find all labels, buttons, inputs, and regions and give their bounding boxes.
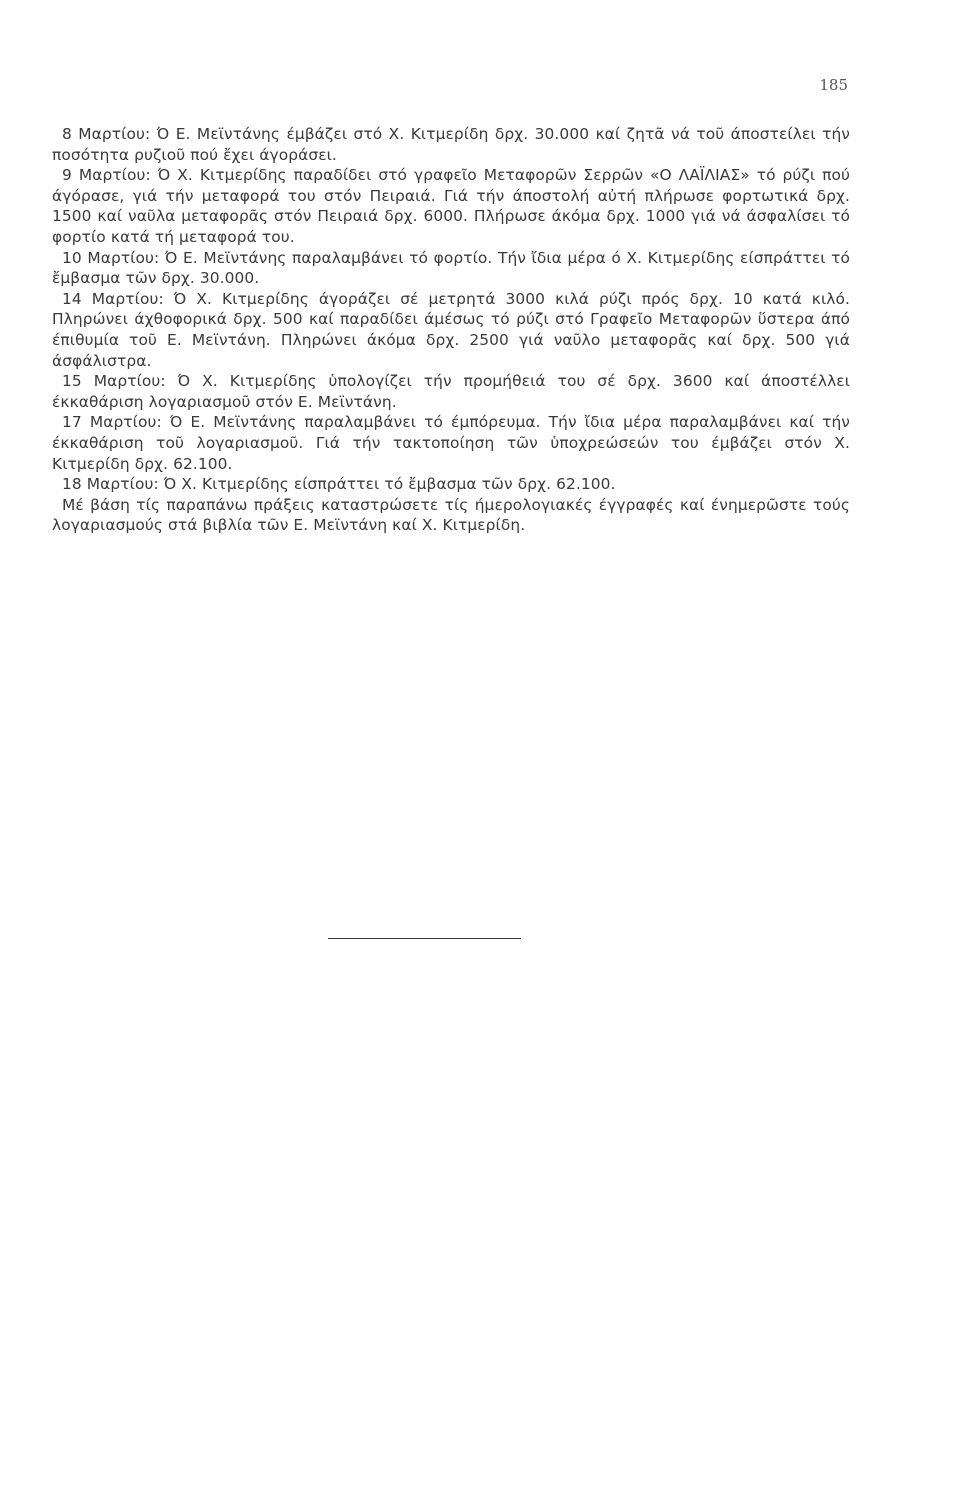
section-divider <box>328 938 521 939</box>
paragraph-march-8: 8 Μαρτίου: Ό Ε. Μεϊντάνης έμβάζει στό Χ. Κιτμερίδη δρχ. 30.000 καί ζητᾶ νά τοῦ άποστείλει τήν ποσότητα ρυζιοῦ πού ἔχει άγοράσει. <box>52 125 850 164</box>
paragraph-march-15: 15 Μαρτίου: Ό Χ. Κιτμερίδης ὑπολογίζει τήν προμήθειά του σέ δρχ. 3600 καί άποστέλλει έκκαθάριση λογαριασμοῦ στόν Ε. Μεϊντάνη. <box>52 372 850 411</box>
paragraph-instructions: Μέ βάση τίς παραπάνω πράξεις καταστρώσετε τίς ήμερολογιακές έγγραφές καί ένημερῶστε τούς λογαριασμούς στά βιβλία τῶν Ε. Μεϊντάνη καί Χ. Κιτμερίδη. <box>52 495 850 535</box>
paragraph-march-17: 17 Μαρτίου: Ό Ε. Μεϊντάνης παραλαμβάνει τό έμπόρευμα. Τήν ἴδια μέρα παραλαμβάνει καί τήν έκκαθάριση τοῦ λογαριασμοῦ. Γιά τήν τακτοποίηση τῶν ὑποχρεώσεών του έμβάζει στόν Χ. Κιτμερίδη δρχ. 62.100. <box>52 413 850 473</box>
exercise-text <box>52 124 850 536</box>
page-number: 185 <box>819 76 848 94</box>
paragraph-march-9: 9 Μαρτίου: Ό Χ. Κιτμερίδης παραδίδει στό γραφεῖο Μεταφορῶν Σερρῶν «Ο ΛΑΪΛΙΑΣ» τό ρύζι πού άγόρασε, γιά τήν μεταφορά του στόν Πειραιά. Γιά τήν άποστολή αὐτή πλήρωσε φορτωτικά δρχ. 1500 καί ναῦλα μεταφορᾶς στόν Πειραιά δρχ. 6000. Πλήρωσε άκόμα δρχ. 1000 γιά νά άσφαλίσει τό φορτίο κατά τή μεταφορά του. <box>52 166 850 246</box>
paragraph-march-14: 14 Μαρτίου: Ό Χ. Κιτμερίδης άγοράζει σέ μετρητά 3000 κιλά ρύζι πρός δρχ. 10 κατά κιλό. Πληρώνει άχθοφορικά δρχ. 500 καί παραδίδει άμέσως τό ρύζι στό Γραφεῖο Μεταφορῶν ὕστερα άπό έπιθυμία τοῦ Ε. Μεϊντάνη. Πληρώνει άκόμα δρχ. 2500 γιά ναῦλο μεταφορᾶς καί δρχ. 500 γιά άσφάλιστρα. <box>52 289 850 370</box>
paragraph-march-10: 10 Μαρτίου: Ό Ε. Μεϊντάνης παραλαμβάνει τό φορτίο. Τήν ἴδια μέρα ό Χ. Κιτμερίδης είσπράττει τό ἔμβασμα τῶν δρχ. 30.000. <box>52 248 850 288</box>
paragraph-march-18: 18 Μαρτίου: Ό Χ. Κιτμερίδης είσπράττει τό ἔμβασμα τῶν δρχ. 62.100. <box>62 475 616 494</box>
